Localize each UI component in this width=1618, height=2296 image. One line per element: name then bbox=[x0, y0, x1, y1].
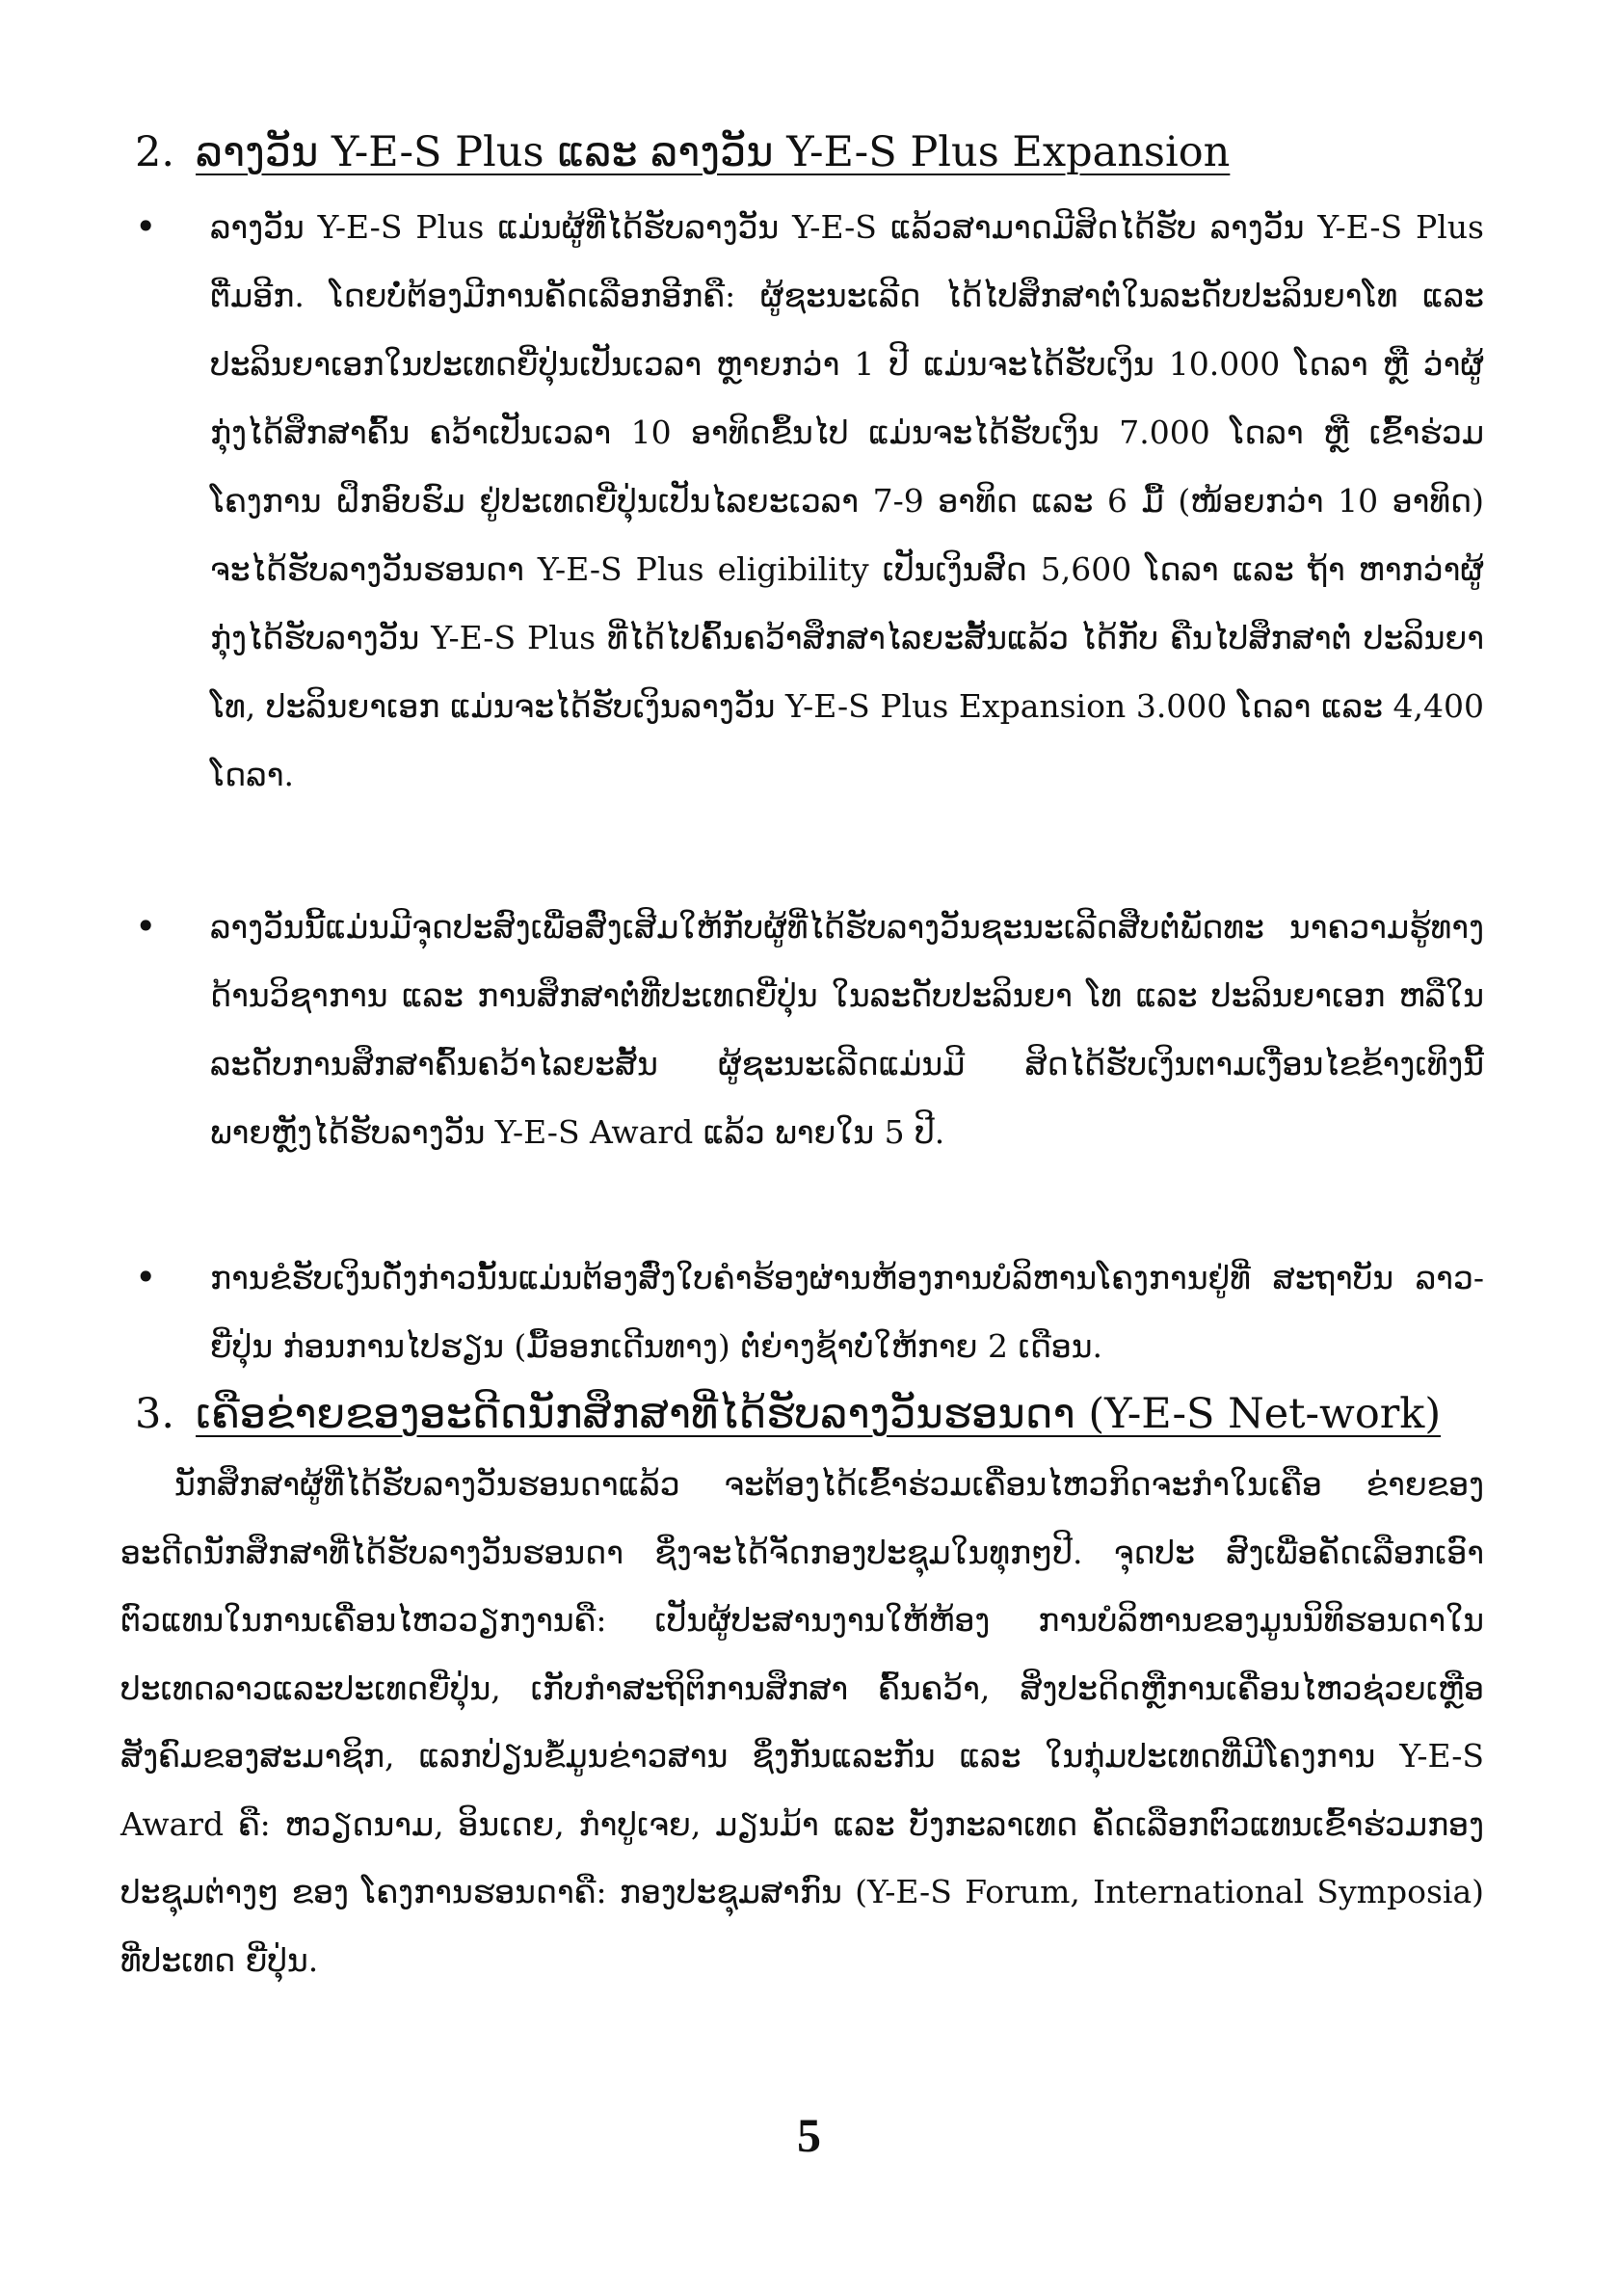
bullet-item-2 bbox=[135, 893, 1484, 1166]
section-3-number: 3. bbox=[135, 1390, 175, 1438]
bullet-text-yes-plus: ລາງວັນ Y-E-S Plus ແມ່ນຜູ້ທີ່ໄດ້ຮັບລາງວັນ Y-E-S ແລ້ວສາມາດມີສິດໄດ້ຮັບ ລາງວັນ Y-E-S Plus ຕື່ມອີກ. ໂດຍບໍ່ຕ້ອງມີການຄັດເລືອກອີກຄື: ຜູ້ຊະນະເລີດ ໄດ້ໄປສຶກສາຕໍ່ໃນລະດັບປະລິນຍາໂທ ແລະ ປະລິນຍາເອກໃນປະເທດຍີ່ປຸ່ນເປັນເວລາ ຫຼາຍກວ່າ 1 ປີ ແມ່ນຈະໄດ້ຮັບເງິນ 10.000 ໂດລາ ຫຼື ວ່າຜູ້ກຸ່ງໄດ້ສຶກສາຄົ້ນ ຄວ້າເປັນເວລາ 10 ອາທິດຂຶ້ນໄປ ແມ່ນຈະໄດ້ຮັບເງິນ 7.000 ໂດລາ ຫຼື ເຂົ້າຮ່ວມໂຄງການ ຝຶກອົບຮົມ ຢູ່ປະເທດຍີ່ປຸ່ນເປັນໄລຍະເວລາ 7-9 ອາທິດ ແລະ 6 ມື້ (ໜ້ອຍກວ່າ 10 ອາທິດ) ຈະໄດ້ຮັບລາງວັນຮອນດາ Y-E-S Plus eligibility ເປັນເງິນສົດ 5,600 ໂດລາ ແລະ ຖ້າ ຫາກວ່າຜູ້ກຸ່ງໄດ້ຮັບລາງວັນ Y-E-S Plus ທີ່ໄດ້ໄປຄົ້ນຄວ້າສຶກສາໄລຍະສັ້ນແລ້ວ ໄດ້ກັບ ຄືນໄປສຶກສາຕໍ່ ປະລິນຍາໂທ, ປະລິນຍາເອກ ແມ່ນຈະໄດ້ຮັບເງິນລາງວັນ Y-E-S Plus Expansion 3.000 ໂດລາ ແລະ 4,400 ໂດລາ. bbox=[210, 208, 1484, 793]
bullet-text-application: ການຂໍຮັບເງິນດັ່ງກ່າວນັ້ນແມ່ນຕ້ອງສົ່ງໃບຄໍາຮ້ອງຜ່ານຫ້ອງການບໍລິຫານໂຄງການຢູ່ທີ່ ສະຖາບັນ ລາວ-ຍີ່ປຸ່ນ ກ່ອນການໄປຮຽນ (ມື້ອອກເດີນທາງ) ຕໍ່ຍ່າງຊ້າບໍ່ໃຫ້ກາຍ 2 ເດືອນ. bbox=[210, 1259, 1484, 1365]
section-2-number: 2. bbox=[135, 128, 175, 176]
bullet-item-3 bbox=[135, 1243, 1484, 1380]
section-3-title: ເຄືອຂ່າຍຂອງອະດີດນັກສຶກສາທີ່ໄດ້ຮັບລາງວັນຮອນດາ (Y-E-S Net-work) bbox=[196, 1390, 1442, 1438]
bullet-point: • bbox=[135, 1256, 157, 1298]
section-2-title: ລາງວັນ Y-E-S Plus ແລະ ລາງວັນ Y-E-S Plus Expansion bbox=[196, 128, 1231, 176]
section-2-heading bbox=[135, 123, 1484, 181]
bullet-point: • bbox=[135, 205, 157, 248]
bullet-item-1 bbox=[135, 193, 1484, 809]
bullet-point: • bbox=[135, 905, 157, 948]
bullet-text-purpose: ລາງວັນນີ້ແມ່ນມີຈຸດປະສົງເພື່ອສົ່ງເສີມໃຫ້ກັບຜູ້ທີ່ໄດ້ຮັບລາງວັນຊະນະເລີດສືບຕໍ່ພັດທະ ນາຄວາມຮູ້ທາງດ້ານວິຊາການ ແລະ ການສຶກສາຕໍ່ທີ່ປະເທດຍີ່ປຸ່ນ ໃນລະດັບປະລິນຍາ ໂທ ແລະ ປະລິນຍາເອກ ຫລືໃນລະດັບການສຶກສາຄົ້ນຄວ້າໄລຍະສັ້ນ ຜູ້ຊະນະເລີດແມ່ນມີ ສິດໄດ້ຮັບເງິນຕາມເງື່ອນໄຂຂ້າງເທິງນີ້ພາຍຫຼັງໄດ້ຮັບລາງວັນ Y-E-S Award ແລ້ວ ພາຍໃນ 5 ປີ. bbox=[210, 908, 1484, 1151]
section-3-heading bbox=[135, 1385, 1484, 1443]
page-number: 5 bbox=[797, 2108, 821, 2162]
section-3-paragraph: ນັກສຶກສາຜູ້ທີ່ໄດ້ຮັບລາງວັນຮອນດາແລ້ວ ຈະຕ້ອງໄດ້ເຂົ້າຮ່ວມເຄື່ອນໄຫວກິດຈະກໍາໃນເຄືອ ຂ່າຍຂອງອະດີດນັກສຶກສາທີ່ໄດ້ຮັບລາງວັນຮອນດາ ຊຶ່ງຈະໄດ້ຈັດກອງປະຊຸມໃນທຸກໆປີ. ຈຸດປະ ສົງເພື່ອຄັດເລືອກເອົາຕົວແທນໃນການເຄື່ອນໄຫວວຽກງານຄື: ເປັນຜູ້ປະສານງານໃຫ້ຫ້ອງ ການບໍລິຫານຂອງມູນນິທິຮອນດາໃນປະເທດລາວແລະປະເທດຍີ່ປຸ່ນ, ເກັບກໍາສະຖິຕິການສຶກສາ ຄົ້ນຄວ້າ, ສິ່ງປະດິດຫຼືການເຄື່ອນໄຫວຊ່ວຍເຫຼືອສັງຄົມຂອງສະມາຊິກ, ແລກປ່ຽນຂໍ້ມູນຂ່າວສານ ຊຶ່ງກັນແລະກັນ ແລະ ໃນກຸ່ມປະເທດທີ່ມີໂຄງການ Y-E-S Award ຄື: ຫວຽດນາມ, ອິນເດຍ, ກໍາປູເຈຍ, ມຽນມ້າ ແລະ ບັງກະລາເທດ ຄັດເລືອກຕົວແທນເຂົ້າຮ່ວມກອງປະຊຸມຕ່າງໆ ຂອງ ໂຄງການຮອນດາຄື: ກອງປະຊຸມສາກົນ (Y-E-S Forum, International Symposia) ທີ່ປະເທດ ຍີ່ປຸ່ນ. bbox=[120, 1465, 1485, 1979]
